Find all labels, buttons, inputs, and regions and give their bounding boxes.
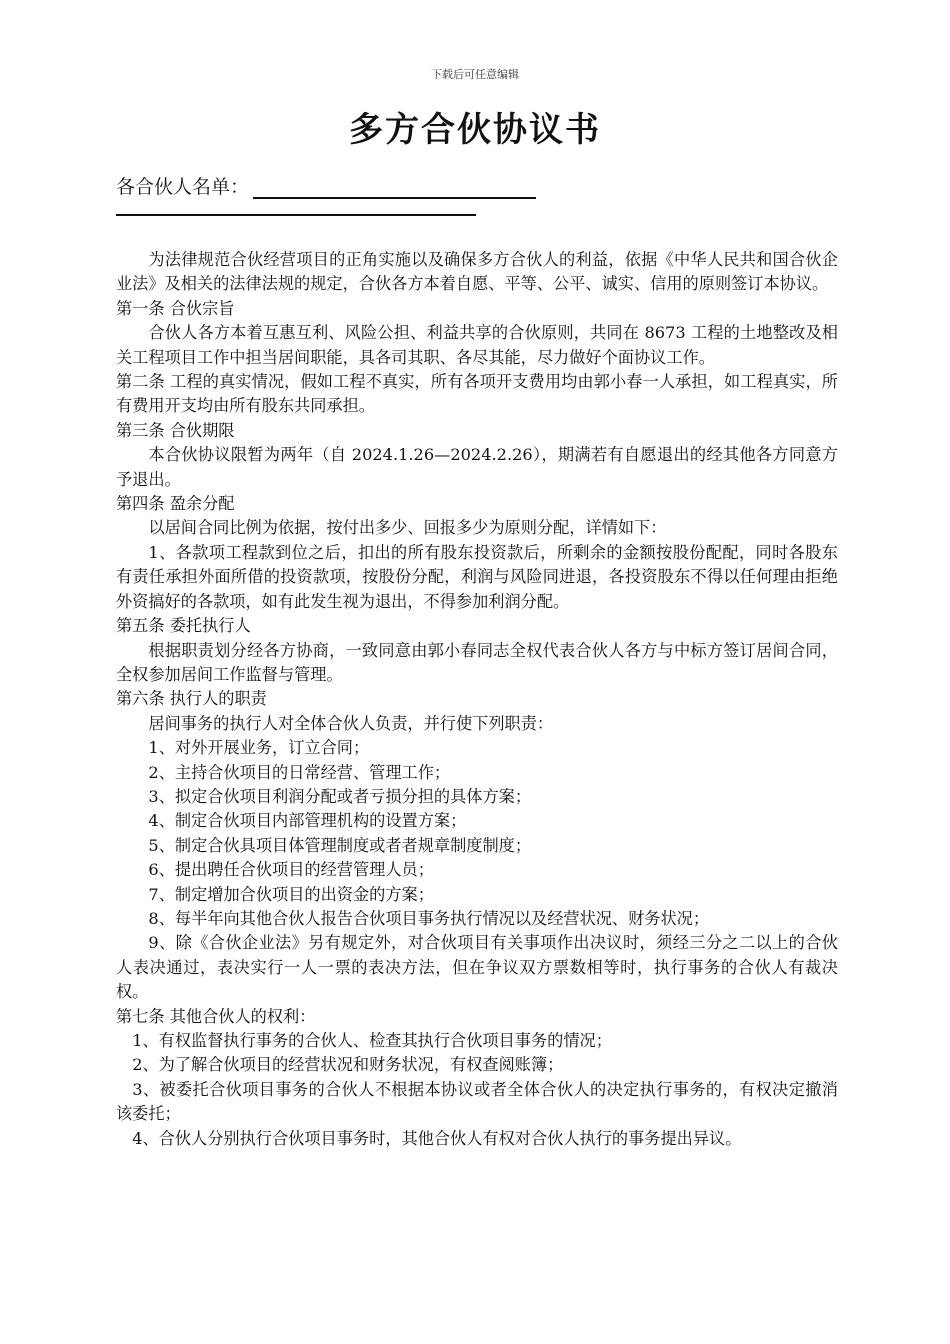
agreement-paragraph: 第七条 其他合伙人的权利： — [116, 1006, 316, 1026]
agreement-paragraph: 9、除《合伙企业法》另有规定外，对合伙项目有关事项作出决议时，须经三分之二以上的合伙人表决通过，表决实行一人一票的表决方法，但在争议双方票数相等时，执行事务的合伙人有裁决权。 — [116, 933, 838, 1002]
agreement-paragraph: 2、主持合伙项目的日常经营、管理工作； — [148, 762, 451, 782]
agreement-paragraph: 居间事务的执行人对全体合伙人负责，并行使下列职责： — [148, 713, 554, 733]
partners-fill-line-2 — [116, 214, 476, 216]
agreement-paragraph: 4、制定合伙项目内部管理机构的设置方案； — [148, 811, 467, 831]
agreement-paragraph: 以居间合同比例为依据，按付出多少、回报多少为原则分配，详情如下： — [148, 518, 667, 538]
partners-fill-line — [253, 177, 536, 199]
agreement-paragraph: 本合伙协议限暂为两年（自 2024.1.26—2024.2.26），期满若有自愿退出的经其他各方同意方予退出。 — [116, 445, 838, 489]
agreement-paragraph: 1、有权监督执行事务的合伙人、检查其执行合伙项目事务的情况； — [132, 1031, 612, 1050]
agreement-paragraph: 3、被委托合伙项目事务的合伙人不根据本协议或者全体合伙人的决定执行事务的，有权决定撤消该委托； — [116, 1079, 838, 1124]
agreement-paragraph: 第四条 盈余分配 — [116, 494, 235, 514]
agreement-paragraph: 第六条 执行人的职责 — [116, 689, 267, 709]
agreement-body — [116, 248, 838, 1151]
agreement-paragraph: 为法律规范合伙经营项目的正角实施以及确保多方合伙人的利益，依据《中华人民共和国合伙企业法》及相关的法律法规的规定，合伙各方本着自愿、平等、公平、诚实、信用的原则签订本协议。 — [116, 250, 838, 294]
agreement-paragraph: 合伙人各方本着互惠互利、风险公担、利益共享的合伙原则，共同在 8673 工程的土地整改及相关工程项目工作中担当居间职能，具各司其职、各尽其能，尽力做好个面协议工作。 — [116, 323, 838, 367]
agreement-paragraph: 5、制定合伙具项目体管理制度或者者规章制度制度； — [148, 835, 532, 855]
agreement-paragraph: 第三条 合伙期限 — [116, 420, 235, 440]
agreement-paragraph: 1、对外开展业务，订立合同； — [148, 738, 370, 758]
agreement-paragraph: 2、为了解合伙项目的经营状况和财务状况，有权查阅账簿； — [132, 1055, 564, 1075]
agreement-paragraph: 根据职责划分经各方协商，一致同意由郭小春同志全权代表合伙人各方与中标方签订居间合同，全权参加居间工作监督与管理。 — [116, 640, 838, 684]
agreement-paragraph: 6、提出聘任合伙项目的经营管理人员； — [148, 860, 434, 880]
document-title: 多方合伙协议书 — [349, 110, 601, 150]
agreement-paragraph: 1、各款项工程款到位之后，扣出的所有股东投资款后，所剩余的金额按股份配配，同时各股东有责任承担外面所借的投资款项，按股份分配，利润与风险同进退，各投资股东不得以任何理由拒绝外资搞好的各款项，如有此发生视为退出，不得参加利润分配。 — [116, 542, 838, 611]
agreement-paragraph: 8、每半年向其他合伙人报告合伙项目事务执行情况以及经营状况、财务状况； — [148, 908, 710, 928]
agreement-paragraph: 4、合伙人分别执行合伙项目事务时，其他合伙人有权对合伙人执行的事务提出异议。 — [132, 1128, 742, 1148]
partners-list — [116, 172, 536, 199]
agreement-paragraph: 第五条 委托执行人 — [116, 616, 251, 636]
agreement-paragraph: 第二条 工程的真实情况，假如工程不真实，所有各项开支费用均由郭小春一人承担，如工程真实，所有费用开支均由所有股东共同承担。 — [116, 372, 838, 416]
partners-label: 各合伙人名单： — [116, 176, 250, 198]
agreement-paragraph: 3、拟定合伙项目利润分配或者亏损分担的具体方案； — [148, 786, 532, 806]
agreement-paragraph: 7、制定增加合伙项目的出资金的方案； — [148, 884, 434, 904]
header-note: 下载后可任意编辑 — [431, 68, 519, 81]
agreement-paragraph: 第一条 合伙宗旨 — [116, 298, 235, 318]
